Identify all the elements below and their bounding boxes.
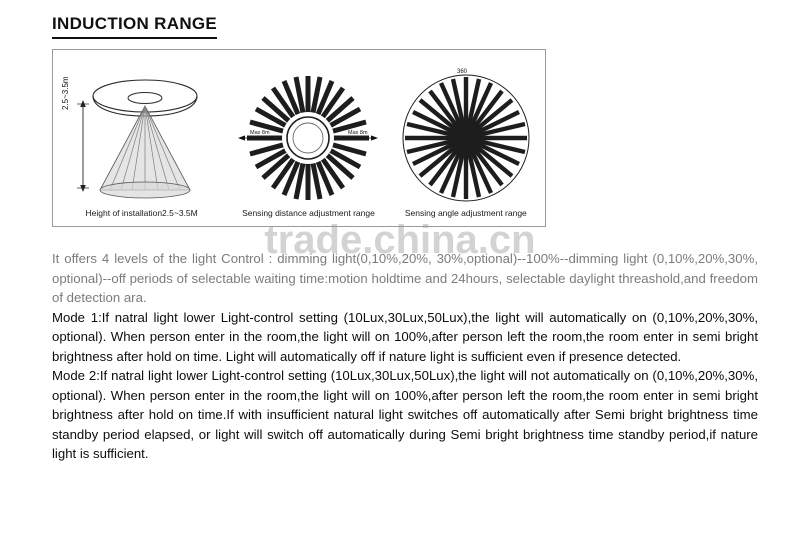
induction-range-figure-box xyxy=(52,49,546,227)
svg-text:Max 8m: Max 8m xyxy=(250,130,270,136)
paragraph-mode-1: Mode 1:If natral light lower Light-control setting (10Lux,30Lux,50Lux),the light will automatically on (0,10%,20%,30%, optional). When person enter in the room,the light will on 100%,after person left the room,the room enter in semi bright brightness after hold on time. Light will automatically off if nature light is sufficient even if presence detected. xyxy=(52,309,758,364)
figure-installation-height xyxy=(53,50,230,226)
watermark: trade.china.cn xyxy=(264,218,536,262)
page-title: INDUCTION RANGE xyxy=(52,14,217,39)
figure-caption-angle: Sensing angle adjustment range xyxy=(404,207,527,218)
svg-text:360: 360 xyxy=(456,69,467,75)
figure-caption-installation: Height of installation2.5~3.5M xyxy=(85,207,198,218)
installation-height-label: 2.5~3.5m xyxy=(61,76,70,110)
figure-caption-distance: Sensing distance adjustment range xyxy=(242,207,375,218)
installation-height-diagram xyxy=(53,54,230,206)
paragraph-intro: It offers 4 levels of the light Control : dimming light(0,10%,20%, 30%,optional)--100%--dimming light (0,10%,20%,30%, optional)--off periods of selectable waiting time:motion holdtime and 24hours, selectable daylight threashold,and freedom of detection ara. xyxy=(52,251,758,305)
body-text xyxy=(52,249,758,464)
figure-sensing-angle xyxy=(387,50,545,226)
svg-text:Max 8m: Max 8m xyxy=(348,130,368,136)
paragraph-mode-2: Mode 2:If natral light lower Light-control setting (10Lux,30Lux,50Lux),the light will not automatically on (0,10%,20%,30%, optional). When person enter in the room,the light will on 100%,after person left the room,the room enter in semi bright brightness after hold on time.If with insufficient natural light switches off automatically after Semi bright brightness time standby period elapsed, or light will switch off automatically during Semi bright brightness time standby period,if nature light is sufficient. xyxy=(52,368,758,461)
sensing-distance-diagram xyxy=(230,54,386,206)
figure-sensing-distance xyxy=(230,50,386,226)
sensing-angle-diagram xyxy=(387,54,545,206)
